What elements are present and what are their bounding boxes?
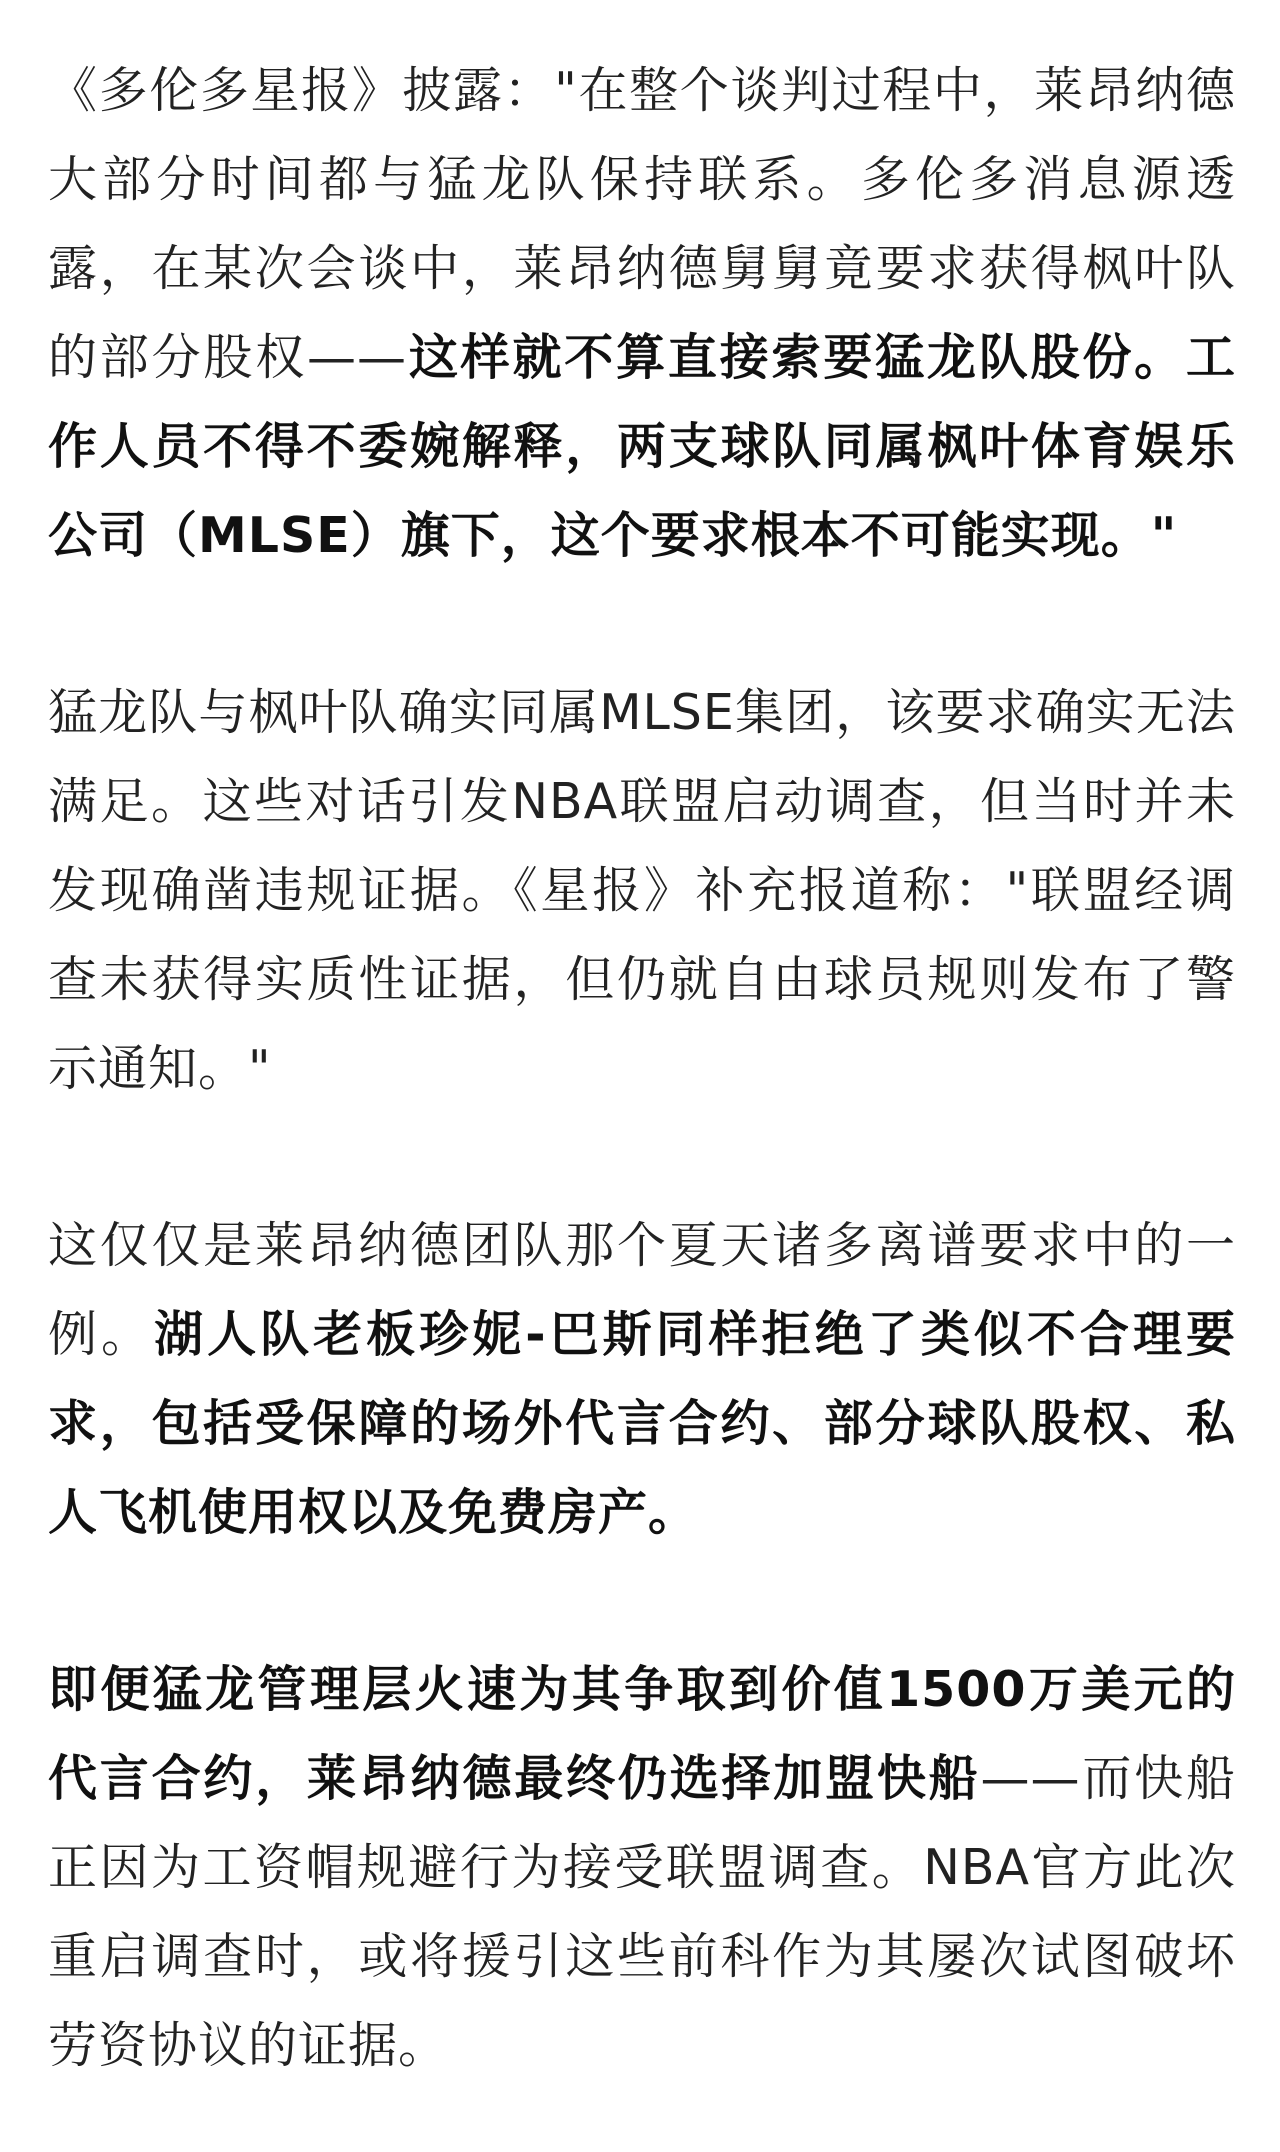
paragraph-1-text-regular: 《多伦多星报》披露："在整个谈判过程中，莱昂纳德大部分时间都与猛龙队保持联系。多伦多消息源透露，在某次会谈中，莱昂纳德舅舅竟要求获得枫叶队的部分股权—— xyxy=(48,62,1236,386)
paragraph-3 xyxy=(48,1201,1236,1557)
paragraph-1 xyxy=(48,46,1236,580)
paragraph-2-text-regular: 猛龙队与枫叶队确实同属MLSE集团，该要求确实无法满足。这些对话引发NBA联盟启动调查，但当时并未发现确凿违规证据。《星报》补充报道称："联盟经调查未获得实质性证据，但仍就自由球员规则发布了警示通知。" xyxy=(48,684,1236,1097)
article-body xyxy=(48,46,1236,2090)
paragraph-4 xyxy=(48,1645,1236,2090)
paragraph-3-text-regular: 这仅仅是莱昂纳德团队那个夏天诸多离谱要求中的一例。 xyxy=(48,1217,1236,1363)
paragraph-4-text-bold: 即便猛龙管理层火速为其争取到价值1500万美元的代言合约，莱昂纳德最终仍选择加盟快船 xyxy=(48,1661,1236,1807)
paragraph-2 xyxy=(48,668,1236,1113)
paragraph-1-text-bold: 这样就不算直接索要猛龙队股份。工作人员不得不委婉解释，两支球队同属枫叶体育娱乐公司（MLSE）旗下，这个要求根本不可能实现。" xyxy=(48,329,1236,564)
paragraph-3-text-bold: 湖人队老板珍妮-巴斯同样拒绝了类似不合理要求，包括受保障的场外代言合约、部分球队股权、私人飞机使用权以及免费房产。 xyxy=(48,1306,1236,1541)
paragraph-4-text-regular: ——而快船正因为工资帽规避行为接受联盟调查。NBA官方此次重启调查时，或将援引这些前科作为其屡次试图破坏劳资协议的证据。 xyxy=(48,1750,1236,2074)
